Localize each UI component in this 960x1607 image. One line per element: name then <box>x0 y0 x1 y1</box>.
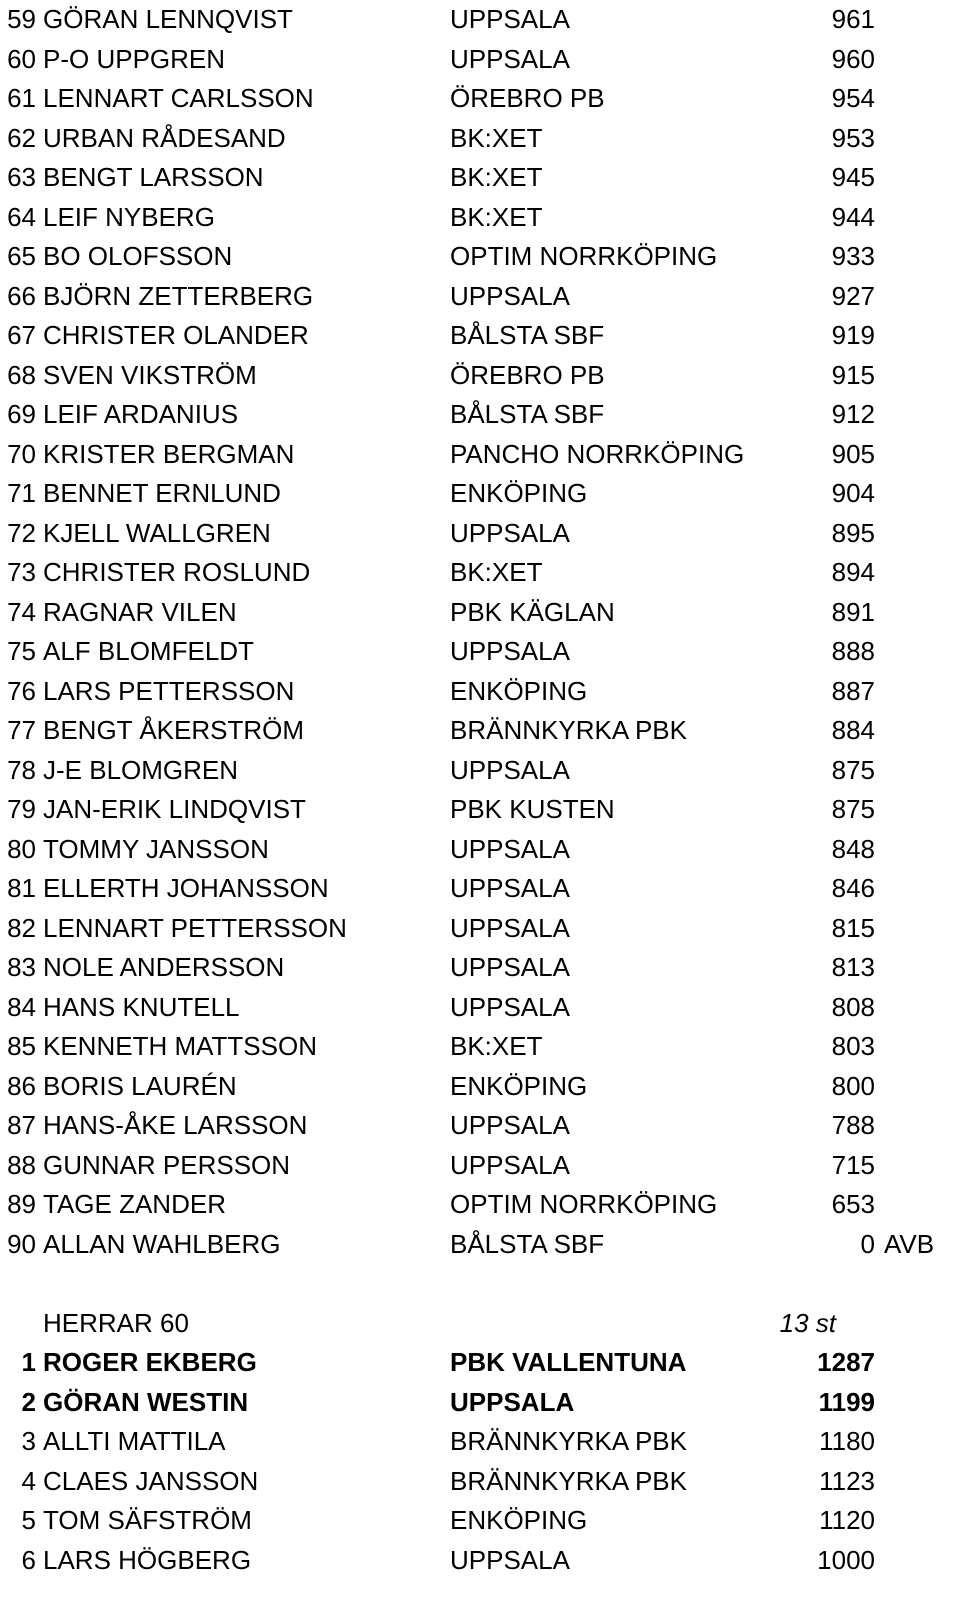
rank-cell: 59 <box>7 4 36 34</box>
table-row <box>0 790 960 830</box>
score-cell: 895 <box>831 517 875 548</box>
table-row <box>0 988 960 1028</box>
name-cell: ALF BLOMFELDT <box>43 636 254 666</box>
table-row <box>0 1106 960 1146</box>
club-cell: BK:XET <box>450 122 543 153</box>
table-row <box>0 514 960 554</box>
name-cell: LEIF ARDANIUS <box>43 399 239 429</box>
rank-cell: 79 <box>7 794 36 824</box>
rank-cell: 80 <box>7 833 36 864</box>
name-cell: LEIF NYBERG <box>43 201 215 232</box>
name-cell: BO OLOFSSON <box>43 241 233 271</box>
score-cell: 905 <box>831 438 875 469</box>
name-cell: CLAES JANSSON <box>43 1465 259 1496</box>
rank-cell: 68 <box>7 359 36 390</box>
table-row <box>0 1225 960 1265</box>
score-cell: 715 <box>831 1149 875 1180</box>
club-cell: BK:XET <box>450 162 543 192</box>
rank-cell: 62 <box>7 122 36 153</box>
table-row <box>0 316 960 356</box>
score-cell: 954 <box>831 83 875 113</box>
table-row <box>0 277 960 317</box>
score-cell: 1287 <box>817 1347 875 1377</box>
club-cell: UPPSALA <box>450 43 570 74</box>
score-cell: 919 <box>831 320 875 350</box>
table-row <box>0 948 960 988</box>
score-cell: 848 <box>831 833 875 864</box>
name-cell: CHRISTER ROSLUND <box>43 557 311 587</box>
rank-cell: 2 <box>21 1386 36 1417</box>
score-cell: 653 <box>831 1189 875 1219</box>
club-cell: BK:XET <box>450 1031 543 1061</box>
rank-cell: 83 <box>7 952 36 982</box>
club-cell: BK:XET <box>450 557 543 587</box>
rank-cell: 76 <box>7 675 36 706</box>
score-cell: 927 <box>831 280 875 311</box>
table-row <box>0 1501 960 1541</box>
rank-cell: 81 <box>7 873 36 903</box>
score-cell: 815 <box>831 912 875 943</box>
table-row <box>0 40 960 80</box>
table-row <box>0 395 960 435</box>
table-row <box>0 1027 960 1067</box>
name-cell: LARS PETTERSSON <box>43 675 295 706</box>
table-row <box>0 1422 960 1462</box>
club-cell: UPPSALA <box>450 873 570 903</box>
score-cell: 1120 <box>819 1505 875 1535</box>
name-cell: P-O UPPGREN <box>43 43 226 74</box>
table-row <box>0 672 960 712</box>
name-cell: TAGE ZANDER <box>43 1189 226 1219</box>
score-cell: 960 <box>831 43 875 74</box>
table-row <box>0 593 960 633</box>
table-row <box>0 830 960 870</box>
table-row <box>0 1541 960 1581</box>
score-cell: 1000 <box>817 1544 875 1575</box>
score-cell: 961 <box>831 4 875 34</box>
club-cell: BÅLSTA SBF <box>450 399 605 429</box>
name-cell: ALLTI MATTILA <box>43 1426 226 1456</box>
table-row <box>0 474 960 514</box>
club-cell: BÅLSTA SBF <box>450 320 605 350</box>
club-cell: UPPSALA <box>450 833 570 864</box>
name-cell: LENNART PETTERSSON <box>43 912 347 943</box>
score-cell: 813 <box>831 952 875 982</box>
score-cell: 1180 <box>819 1426 875 1456</box>
rank-cell: 77 <box>7 715 36 745</box>
name-cell: GÖRAN LENNQVIST <box>43 4 293 34</box>
name-cell: URBAN RÅDESAND <box>43 122 286 153</box>
club-cell: UPPSALA <box>450 280 570 311</box>
table-row <box>0 119 960 159</box>
name-cell: TOM SÄFSTRÖM <box>43 1505 252 1535</box>
rank-cell: 69 <box>7 399 36 429</box>
rank-cell: 6 <box>21 1544 36 1575</box>
rank-cell: 3 <box>21 1426 36 1456</box>
score-cell: 1199 <box>818 1386 875 1417</box>
rank-cell: 90 <box>7 1228 36 1259</box>
table-row <box>0 1462 960 1502</box>
name-cell: NOLE ANDERSSON <box>43 952 285 982</box>
rank-cell: 70 <box>7 438 36 469</box>
name-cell: J-E BLOMGREN <box>43 754 239 785</box>
name-cell: TOMMY JANSSON <box>43 833 269 864</box>
rank-cell: 73 <box>7 557 36 587</box>
table-row <box>0 1067 960 1107</box>
club-cell: PBK VALLENTUNA <box>450 1347 687 1377</box>
rank-cell: 75 <box>7 636 36 666</box>
name-cell: BENGT ÅKERSTRÖM <box>43 715 305 745</box>
score-cell: 953 <box>831 122 875 153</box>
table-row <box>0 198 960 238</box>
club-cell: PANCHO NORRKÖPING <box>450 438 745 469</box>
name-cell: SVEN VIKSTRÖM <box>43 359 257 390</box>
club-cell: UPPSALA <box>450 991 570 1022</box>
score-cell: 912 <box>831 399 875 429</box>
club-cell: OPTIM NORRKÖPING <box>450 241 718 271</box>
score-cell: 888 <box>831 636 875 666</box>
club-cell: ÖREBRO PB <box>450 83 605 113</box>
name-cell: BENGT LARSSON <box>43 162 264 192</box>
table-row <box>0 0 960 40</box>
table-row <box>0 711 960 751</box>
name-cell: CHRISTER OLANDER <box>43 320 309 350</box>
table-row <box>0 356 960 396</box>
score-cell: 933 <box>831 241 875 271</box>
rank-cell: 60 <box>7 43 36 74</box>
club-cell: ENKÖPING <box>450 1070 588 1101</box>
rank-cell: 78 <box>7 754 36 785</box>
name-cell: RAGNAR VILEN <box>43 596 237 627</box>
club-cell: UPPSALA <box>450 912 570 943</box>
table-row <box>0 1383 960 1423</box>
name-cell: HANS KNUTELL <box>43 991 240 1022</box>
table-row <box>0 751 960 791</box>
score-cell: 891 <box>831 596 875 627</box>
club-cell: UPPSALA <box>450 636 570 666</box>
club-cell: PBK KUSTEN <box>450 794 615 824</box>
rank-cell: 66 <box>7 280 36 311</box>
table-row <box>0 1146 960 1186</box>
club-cell: ENKÖPING <box>450 1505 588 1535</box>
club-cell: OPTIM NORRKÖPING <box>450 1189 718 1219</box>
club-cell: UPPSALA <box>450 1110 570 1140</box>
club-cell: PBK KÄGLAN <box>450 596 615 627</box>
rank-cell: 85 <box>7 1031 36 1061</box>
name-cell: HANS-ÅKE LARSSON <box>43 1110 308 1140</box>
table-row <box>0 1185 960 1225</box>
club-cell: UPPSALA <box>450 1386 575 1417</box>
name-cell: BORIS LAURÉN <box>43 1070 237 1101</box>
name-cell: LENNART CARLSSON <box>43 83 314 113</box>
rank-cell: 1 <box>21 1347 36 1377</box>
section-header <box>0 1304 960 1344</box>
score-cell: 800 <box>831 1070 875 1101</box>
name-cell: KRISTER BERGMAN <box>43 438 295 469</box>
rank-cell: 65 <box>7 241 36 271</box>
name-cell: ELLERTH JOHANSSON <box>43 873 329 903</box>
rank-cell: 64 <box>7 201 36 232</box>
name-cell: KENNETH MATTSSON <box>43 1031 317 1061</box>
name-cell: JAN-ERIK LINDQVIST <box>43 794 306 824</box>
table-row <box>0 869 960 909</box>
club-cell: BÅLSTA SBF <box>450 1228 605 1259</box>
score-cell: 808 <box>831 991 875 1022</box>
score-cell: 788 <box>831 1110 875 1140</box>
rank-cell: 74 <box>7 596 36 627</box>
name-cell: LARS HÖGBERG <box>43 1544 252 1575</box>
rank-cell: 86 <box>7 1070 36 1101</box>
score-cell: 875 <box>831 794 875 824</box>
score-cell: 887 <box>831 675 875 706</box>
score-cell: 894 <box>831 557 875 587</box>
score-cell: 803 <box>831 1031 875 1061</box>
score-cell: 875 <box>831 754 875 785</box>
name-cell: ALLAN WAHLBERG <box>43 1228 281 1259</box>
table-row <box>0 1343 960 1383</box>
score-cell: 945 <box>831 162 875 192</box>
score-cell: 1123 <box>819 1465 875 1496</box>
club-cell: UPPSALA <box>450 1149 570 1180</box>
name-cell: BENNET ERNLUND <box>43 478 281 508</box>
rank-cell: 87 <box>7 1110 36 1140</box>
club-cell: BRÄNNKYRKA PBK <box>450 1465 687 1496</box>
name-cell: GÖRAN WESTIN <box>43 1386 249 1417</box>
table-row <box>0 79 960 119</box>
score-cell: 0 <box>860 1228 875 1259</box>
club-cell: BRÄNNKYRKA PBK <box>450 1426 687 1456</box>
rank-cell: 71 <box>7 478 36 508</box>
table-row <box>0 435 960 475</box>
section-results-list <box>0 1343 960 1580</box>
table-row <box>0 632 960 672</box>
rank-cell: 61 <box>7 83 36 113</box>
rank-cell: 5 <box>21 1505 36 1535</box>
club-cell: BRÄNNKYRKA PBK <box>450 715 687 745</box>
club-cell: UPPSALA <box>450 754 570 785</box>
table-row <box>0 237 960 277</box>
rank-cell: 72 <box>7 517 36 548</box>
club-cell: ENKÖPING <box>450 478 588 508</box>
rank-cell: 88 <box>7 1149 36 1180</box>
rank-cell: 4 <box>21 1465 36 1496</box>
club-cell: UPPSALA <box>450 952 570 982</box>
score-cell: 915 <box>831 359 875 390</box>
table-row <box>0 158 960 198</box>
club-cell: UPPSALA <box>450 517 570 548</box>
note-cell: AVB <box>884 1228 935 1259</box>
section-gap <box>0 1264 960 1304</box>
table-row <box>0 553 960 593</box>
club-cell: UPPSALA <box>450 4 570 34</box>
score-cell: 904 <box>831 478 875 508</box>
score-cell: 884 <box>831 715 875 745</box>
rank-cell: 67 <box>7 320 36 350</box>
club-cell: UPPSALA <box>450 1544 570 1575</box>
club-cell: BK:XET <box>450 201 543 232</box>
section-count: 13 st <box>779 1307 836 1338</box>
rank-cell: 89 <box>7 1189 36 1219</box>
section-title: HERRAR 60 <box>43 1307 189 1338</box>
club-cell: ENKÖPING <box>450 675 588 706</box>
name-cell: BJÖRN ZETTERBERG <box>43 280 314 311</box>
rank-cell: 82 <box>7 912 36 943</box>
club-cell: ÖREBRO PB <box>450 359 605 390</box>
name-cell: ROGER EKBERG <box>43 1347 257 1377</box>
rank-cell: 84 <box>7 991 36 1022</box>
rank-cell: 63 <box>7 162 36 192</box>
score-cell: 944 <box>831 201 875 232</box>
table-row <box>0 909 960 949</box>
name-cell: KJELL WALLGREN <box>43 517 271 548</box>
name-cell: GUNNAR PERSSON <box>43 1149 291 1180</box>
score-cell: 846 <box>831 873 875 903</box>
